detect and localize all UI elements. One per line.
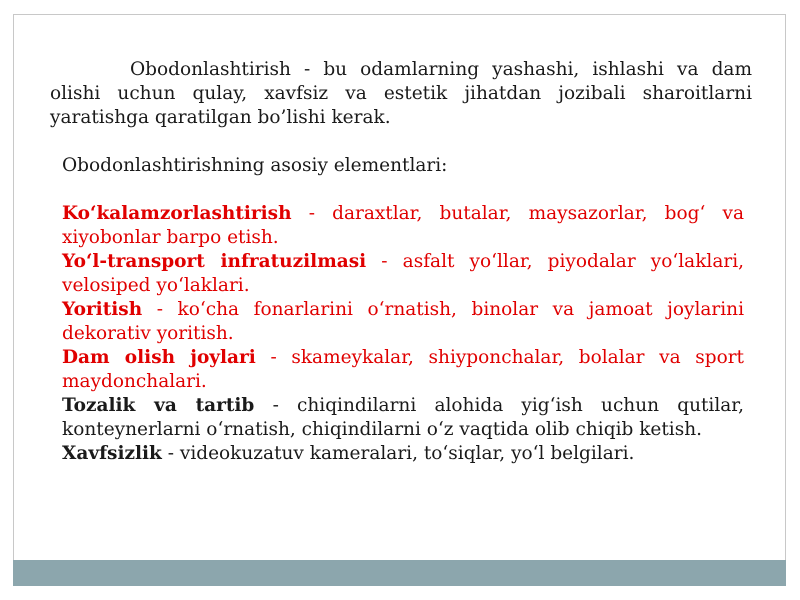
element-description: - asfalt yo‘llar, piyodalar yo‘laklari, velosiped yo‘laklari.: [62, 251, 744, 296]
element-description: - daraxtlar, butalar, maysazorlar, bog‘ va xiyobonlar barpo etish.: [62, 203, 744, 248]
element-greenery: [62, 202, 744, 250]
footer-bar: [13, 560, 786, 586]
element-description: - ko‘cha fonarlarini o‘rnatish, binolar va jamoat joylarini dekorativ yoritish.: [62, 299, 744, 344]
element-description: - videokuzatuv kameralari, to‘siqlar, yo‘l belgilari.: [161, 443, 635, 464]
element-term: Yo‘l-transport infratuzilmasi: [62, 251, 367, 272]
element-description: - skameykalar, shiyponchalar, bolalar va sport maydonchalari.: [62, 347, 744, 392]
element-term: Dam olish joylari: [62, 347, 256, 368]
intro-paragraph: Obodonlashtirish - bu odamlarning yashashi, ishlashi va dam olishi uchun qulay, xavfsiz va estetik jihatdan jozibali sharoitlarni yaratishga qaratilgan bo’lishi kerak.: [50, 59, 752, 128]
elements-list: [62, 202, 744, 466]
element-term: Yoritish: [62, 299, 143, 320]
element-road-infrastructure: [62, 250, 744, 298]
element-safety: [62, 442, 744, 466]
element-term: Xavfsizlik: [62, 443, 162, 464]
element-description: - chiqindilarni alohida yig‘ish uchun qutilar, konteynerlarni o‘rnatish, chiqindilarni o‘z vaqtida olib chiqib ketish.: [62, 395, 744, 440]
element-lighting: [62, 298, 744, 346]
element-term: Ko‘kalamzorlashtirish: [62, 203, 292, 224]
elements-heading: Obodonlashtirishning asosiy elementlari:: [62, 155, 448, 176]
element-recreation-areas: [62, 346, 744, 394]
element-term: Tozalik va tartib: [62, 395, 255, 416]
element-cleanliness: [62, 394, 744, 442]
